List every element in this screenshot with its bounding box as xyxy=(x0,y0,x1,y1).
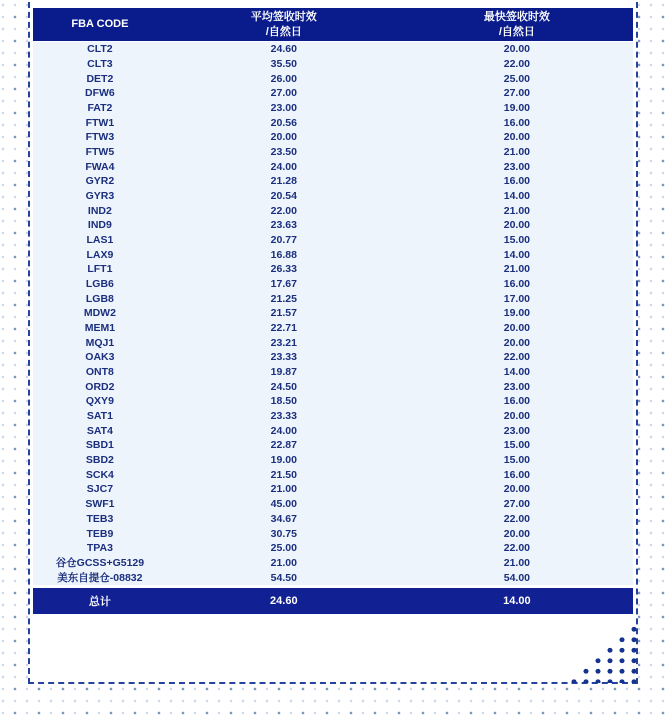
cell-avg-receive-time: 17.67 xyxy=(270,278,297,291)
table-row xyxy=(33,306,633,321)
cell-avg-receive-time: 21.28 xyxy=(270,175,297,188)
cell-avg-receive-time: 19.00 xyxy=(270,454,297,467)
cell-avg-receive-time: 45.00 xyxy=(270,498,297,511)
table-row xyxy=(33,42,633,57)
total-fastest-value: 14.00 xyxy=(503,594,531,607)
cell-fastest-receive-time: 20.00 xyxy=(503,219,531,232)
cell-fastest-receive-time: 15.00 xyxy=(503,439,531,452)
cell-avg-receive-time: 22.87 xyxy=(270,439,297,452)
cell-avg-receive-time: 34.67 xyxy=(270,512,297,525)
cell-fastest-receive-time: 20.00 xyxy=(503,131,531,144)
cell-avg-receive-time: 23.33 xyxy=(270,410,297,423)
cell-fastest-receive-time: 27.00 xyxy=(503,87,531,100)
cell-fastest-receive-time: 23.00 xyxy=(503,424,531,437)
col-header-fba-code xyxy=(33,8,167,41)
cell-fastest-receive-time: 21.00 xyxy=(503,146,531,159)
cell-fba-code: IND2 xyxy=(87,204,112,217)
cell-avg-receive-time: 18.50 xyxy=(270,395,297,408)
cell-avg-receive-time: 26.33 xyxy=(270,263,297,276)
table-row xyxy=(33,512,633,527)
cell-fba-code: SAT1 xyxy=(86,410,113,423)
table-row xyxy=(33,409,633,424)
table-row xyxy=(33,130,633,145)
table-row xyxy=(33,291,633,306)
cell-fba-code: SAT4 xyxy=(86,424,113,437)
cell-avg-receive-time: 20.00 xyxy=(270,131,297,144)
table-row xyxy=(33,218,633,233)
total-row xyxy=(33,588,633,614)
col-header-fastest-line2: /自然日 xyxy=(498,25,535,38)
table-row xyxy=(33,526,633,541)
cell-avg-receive-time: 22.71 xyxy=(270,322,297,335)
table-row xyxy=(33,438,633,453)
cell-fba-code: GYR2 xyxy=(85,175,115,188)
cell-fba-code: TEB9 xyxy=(86,527,114,540)
table-row xyxy=(33,101,633,116)
cell-fastest-receive-time: 16.00 xyxy=(503,278,531,291)
cell-fastest-receive-time: 14.00 xyxy=(503,366,531,379)
cell-avg-receive-time: 24.00 xyxy=(270,424,297,437)
cell-fba-code: LAS1 xyxy=(86,234,114,247)
content-panel xyxy=(28,0,638,684)
table-row xyxy=(33,482,633,497)
cell-fba-code: IND9 xyxy=(87,219,112,232)
cell-fastest-receive-time: 25.00 xyxy=(503,72,531,85)
table-row xyxy=(33,321,633,336)
table-row xyxy=(33,467,633,482)
cell-fastest-receive-time: 17.00 xyxy=(503,292,531,305)
cell-fba-code: TEB3 xyxy=(86,512,114,525)
cell-fastest-receive-time: 15.00 xyxy=(503,454,531,467)
cell-fba-code: MQJ1 xyxy=(85,336,115,349)
cell-fastest-receive-time: 14.00 xyxy=(503,248,531,261)
col-header-avg-receive-time xyxy=(167,8,401,41)
cell-fastest-receive-time: 19.00 xyxy=(503,307,531,320)
cell-fastest-receive-time: 14.00 xyxy=(503,190,531,203)
cell-fastest-receive-time: 16.00 xyxy=(503,175,531,188)
total-label: 总计 xyxy=(88,595,111,608)
cell-avg-receive-time: 22.00 xyxy=(270,204,297,217)
cell-fba-code: 美东自提仓-08832 xyxy=(57,572,143,585)
cell-avg-receive-time: 21.00 xyxy=(270,556,297,569)
table-row xyxy=(33,556,633,571)
cell-fba-code: FWA4 xyxy=(85,160,115,173)
table-row xyxy=(33,541,633,556)
col-header-fba-code-label: FBA CODE xyxy=(71,18,129,31)
cell-avg-receive-time: 20.77 xyxy=(270,234,297,247)
table-row xyxy=(33,277,633,292)
cell-avg-receive-time: 21.00 xyxy=(270,483,297,496)
col-header-fastest-receive-time xyxy=(401,8,633,41)
cell-fastest-receive-time: 22.00 xyxy=(503,542,531,555)
cell-avg-receive-time: 24.60 xyxy=(270,43,297,56)
table-row xyxy=(33,262,633,277)
cell-fastest-receive-time: 22.00 xyxy=(503,351,531,364)
cell-fba-code: MEM1 xyxy=(84,322,116,335)
cell-fba-code: SCK4 xyxy=(85,468,114,481)
cell-fastest-receive-time: 19.00 xyxy=(503,102,531,115)
cell-avg-receive-time: 30.75 xyxy=(270,527,297,540)
table-row xyxy=(33,203,633,218)
cell-fba-code: DET2 xyxy=(86,72,114,85)
col-header-avg-line2: /自然日 xyxy=(265,25,302,38)
cell-avg-receive-time: 21.25 xyxy=(270,292,297,305)
cell-fastest-receive-time: 21.00 xyxy=(503,263,531,276)
cell-fba-code: SBD1 xyxy=(85,439,114,452)
cell-fba-code: TPA3 xyxy=(86,542,113,555)
table-header-row xyxy=(33,8,633,41)
cell-fastest-receive-time: 20.00 xyxy=(503,527,531,540)
cell-avg-receive-time: 24.00 xyxy=(270,160,297,173)
cell-avg-receive-time: 16.88 xyxy=(270,248,297,261)
table-row xyxy=(33,423,633,438)
cell-avg-receive-time: 35.50 xyxy=(270,58,297,70)
cell-fba-code: ORD2 xyxy=(85,380,115,393)
cell-fastest-receive-time: 22.00 xyxy=(503,512,531,525)
cell-avg-receive-time: 23.33 xyxy=(270,351,297,364)
table-row xyxy=(33,86,633,101)
fba-delivery-time-table xyxy=(33,8,633,614)
cell-fastest-receive-time: 16.00 xyxy=(503,395,531,408)
cell-fastest-receive-time: 20.00 xyxy=(503,43,531,56)
cell-fba-code: CLT2 xyxy=(87,43,113,56)
cell-avg-receive-time: 27.00 xyxy=(270,87,297,100)
cell-fba-code: LFT1 xyxy=(87,263,113,276)
corner-dots-decoration xyxy=(567,621,637,683)
cell-fba-code: SBD2 xyxy=(85,454,114,467)
cell-avg-receive-time: 25.00 xyxy=(270,542,297,555)
cell-fba-code: SWF1 xyxy=(85,498,115,511)
table-row xyxy=(33,233,633,248)
cell-fastest-receive-time: 20.00 xyxy=(503,483,531,496)
table-row xyxy=(33,71,633,86)
table-row xyxy=(33,57,633,72)
cell-avg-receive-time: 21.57 xyxy=(270,307,297,320)
table-row xyxy=(33,159,633,174)
cell-avg-receive-time: 23.63 xyxy=(270,219,297,232)
cell-fastest-receive-time: 20.00 xyxy=(503,336,531,349)
cell-fba-code: LAX9 xyxy=(86,248,114,261)
cell-fastest-receive-time: 23.00 xyxy=(503,160,531,173)
cell-fba-code: QXY9 xyxy=(85,395,114,408)
cell-avg-receive-time: 54.50 xyxy=(270,571,297,584)
cell-fba-code: DFW6 xyxy=(85,87,115,100)
table-row xyxy=(33,189,633,204)
col-header-fastest-line1: 最快签收时效 xyxy=(483,11,550,24)
table-row xyxy=(33,174,633,189)
cell-fastest-receive-time: 15.00 xyxy=(503,234,531,247)
cell-fba-code: OAK3 xyxy=(85,351,115,364)
cell-avg-receive-time: 20.56 xyxy=(270,116,297,129)
table-row xyxy=(33,145,633,160)
cell-avg-receive-time: 23.50 xyxy=(270,146,297,159)
table-row xyxy=(33,453,633,468)
table-row xyxy=(33,350,633,365)
table-row xyxy=(33,394,633,409)
cell-fba-code: FTW1 xyxy=(85,116,115,129)
col-header-avg-line1: 平均签收时效 xyxy=(250,11,317,24)
cell-fastest-receive-time: 20.00 xyxy=(503,410,531,423)
table-row xyxy=(33,497,633,512)
cell-fba-code: 谷仓GCSS+G5129 xyxy=(55,557,145,570)
cell-fastest-receive-time: 22.00 xyxy=(503,58,531,70)
table-row xyxy=(33,379,633,394)
cell-avg-receive-time: 23.00 xyxy=(270,102,297,115)
table-row xyxy=(33,335,633,350)
cell-fastest-receive-time: 20.00 xyxy=(503,322,531,335)
cell-avg-receive-time: 23.21 xyxy=(270,336,297,349)
table-row xyxy=(33,247,633,262)
table-row xyxy=(33,365,633,380)
total-avg-value: 24.60 xyxy=(270,594,298,607)
cell-fba-code: SJC7 xyxy=(86,483,114,496)
cell-fba-code: ONT8 xyxy=(85,366,114,379)
cell-fba-code: MDW2 xyxy=(83,307,116,320)
cell-fastest-receive-time: 16.00 xyxy=(503,468,531,481)
cell-fastest-receive-time: 21.00 xyxy=(503,204,531,217)
cell-fba-code: LGB6 xyxy=(85,278,114,291)
cell-fastest-receive-time: 27.00 xyxy=(503,498,531,511)
cell-avg-receive-time: 19.87 xyxy=(270,366,297,379)
cell-fastest-receive-time: 16.00 xyxy=(503,116,531,129)
cell-avg-receive-time: 24.50 xyxy=(270,380,297,393)
cell-fba-code: CLT3 xyxy=(87,58,113,70)
cell-fastest-receive-time: 21.00 xyxy=(503,556,531,569)
cell-fastest-receive-time: 54.00 xyxy=(503,571,531,584)
cell-fastest-receive-time: 23.00 xyxy=(503,380,531,393)
table-row xyxy=(33,570,633,585)
cell-fba-code: GYR3 xyxy=(85,190,115,203)
cell-avg-receive-time: 26.00 xyxy=(270,72,297,85)
cell-fba-code: FTW5 xyxy=(85,146,115,159)
cell-avg-receive-time: 20.54 xyxy=(270,190,297,203)
table-body xyxy=(33,42,633,585)
cell-fba-code: FAT2 xyxy=(87,102,113,115)
cell-fba-code: LGB8 xyxy=(85,292,114,305)
cell-avg-receive-time: 21.50 xyxy=(270,468,297,481)
cell-fba-code: FTW3 xyxy=(85,131,115,144)
table-row xyxy=(33,115,633,130)
